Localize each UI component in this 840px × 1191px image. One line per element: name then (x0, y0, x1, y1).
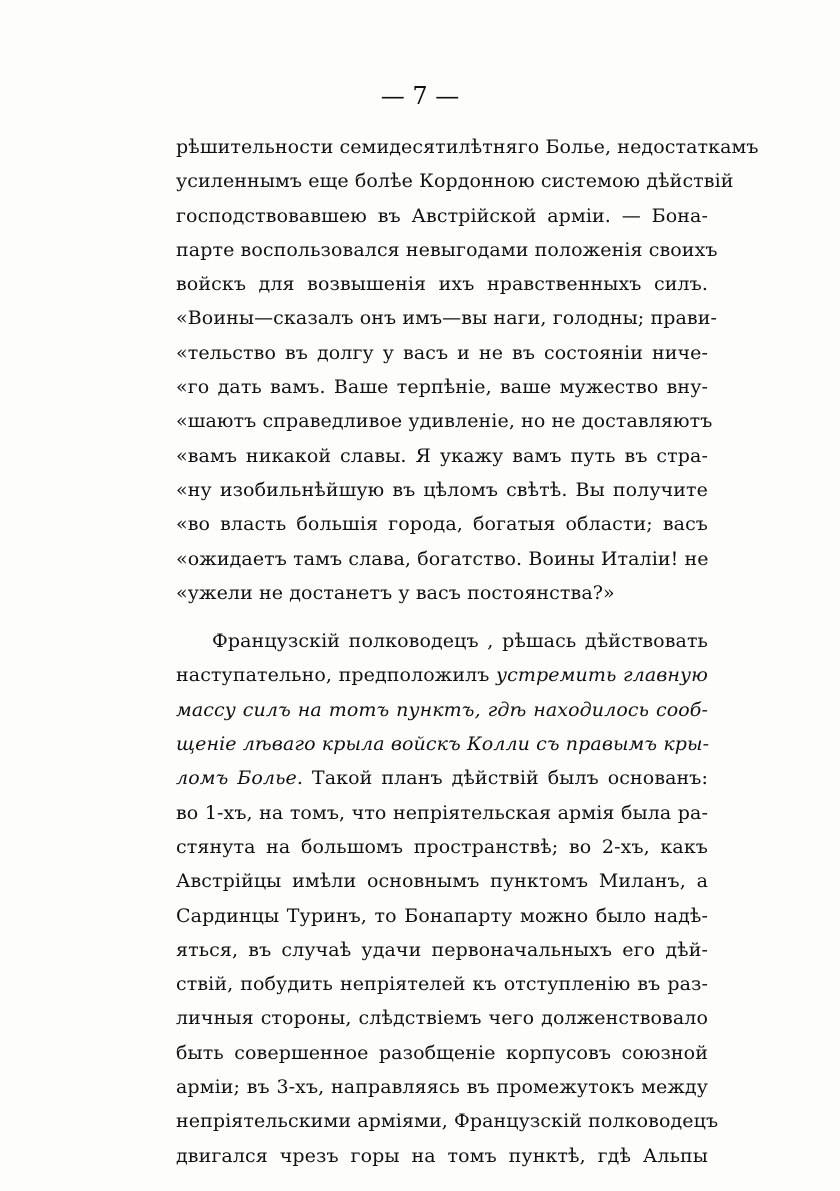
text-line: яться, въ случаѣ удачи первоначальныхъ его дѣй- (176, 938, 708, 961)
text-line: Сардинцы Туринъ, то Бонапарту можно было надѣ- (176, 904, 708, 927)
text-span: Такой планъ дѣйствій былъ основанъ: (303, 767, 708, 790)
text-line: арміи; въ 3-хъ, направляясь въ промежутокъ между (176, 1076, 708, 1099)
page-number: — 7 — (380, 82, 460, 110)
text-line: быть совершенное разобщеніе корпусовъ союзной (176, 1041, 708, 1064)
text-line: «ужели не достанетъ у васъ постоянства?» (176, 581, 615, 604)
italic-span: устремить главную (496, 664, 708, 687)
paragraph-2 (176, 624, 719, 1173)
text-line: во 1-хъ, на томъ, что непріятельская армія была ра- (176, 801, 708, 824)
text-line: войскъ для возвышенія ихъ нравственныхъ силъ. (176, 273, 708, 296)
text-line: «вамъ никакой славы. Я укажу вамъ путь въ стра- (176, 444, 708, 467)
italic-line: щеніе лѣваго крыла войскъ Колли съ правымъ кры- (176, 733, 710, 756)
text-line: «Воины—сказалъ онъ имъ—вы наги, голодны; прави- (176, 307, 717, 330)
text-line: рѣшительности семидесятилѣтняго Болье, недостаткамъ (176, 136, 759, 158)
text-line: «ожидаетъ тамъ слава, богатство. Воины Италіи! не (176, 547, 709, 570)
text-line: ствій, побудить непріятелей къ отступленію въ раз- (176, 973, 708, 996)
text-line: «во власть большія города, богатыя области; васъ (176, 513, 708, 536)
text-line: «ну изобильнѣйшую въ цѣломъ свѣтѣ. Вы получите (176, 478, 708, 501)
text-line: «тельство въ долгу у васъ и не въ состояніи ниче- (176, 341, 708, 364)
text-line: парте воспользовался невыгодами положенія своихъ (176, 238, 718, 261)
text-line: личныя стороны, слѣдствіемъ чего долженствовало (176, 1007, 708, 1030)
text-line (176, 658, 708, 692)
text-line: господствовавшею въ Австрійской арміи. — Бона- (176, 204, 708, 227)
paragraph-1 (176, 130, 759, 610)
text-line: усиленнымъ еще болѣе Кордонною системою дѣйствій (176, 170, 734, 193)
text-line (176, 761, 708, 795)
body-text (176, 130, 759, 1173)
italic-line: массу силъ на тотъ пунктъ, гдѣ находилось сооб- (176, 698, 708, 721)
text-line: Австрійцы имѣли основнымъ пунктомъ Миланъ, а (176, 870, 708, 893)
text-line: «го дать вамъ. Ваше терпѣніе, ваше мужество вну- (176, 376, 708, 399)
text-line: двигался чрезъ горы на томъ пунктѣ, гдѣ Альпы (176, 1144, 708, 1167)
text-line: стянута на большомъ пространствѣ; во 2-хъ, какъ (176, 835, 708, 858)
text-span: наступательно, предположилъ (176, 664, 497, 687)
text-line: «шаютъ справедливое удивленіе, но не доставляютъ (176, 410, 713, 433)
text-line: Французскій полководецъ , рѣшась дѣйствовать (212, 630, 708, 653)
italic-span: ломъ Болье. (176, 767, 304, 790)
text-line: непріятельскими арміями, Французскій полководецъ (176, 1110, 719, 1133)
paragraph-gap (176, 610, 708, 624)
